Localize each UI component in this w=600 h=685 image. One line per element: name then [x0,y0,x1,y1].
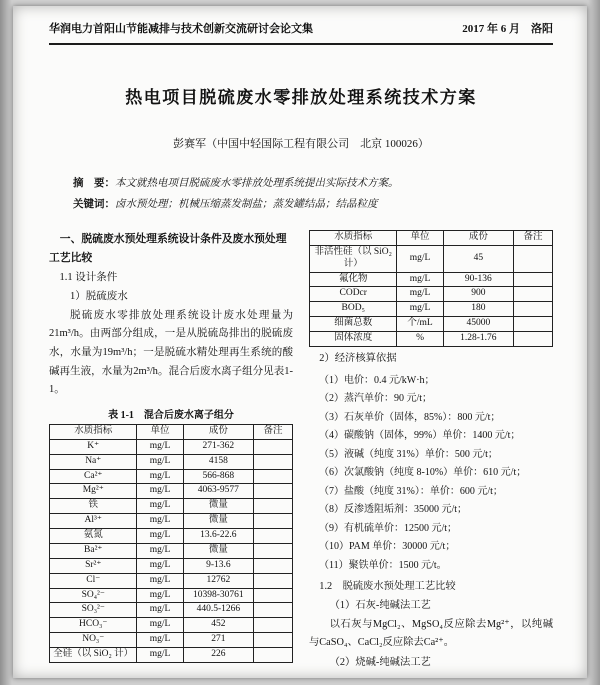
table-row [310,317,553,332]
table-cell: mg/L [397,302,443,317]
table-cell [254,454,293,469]
table-cell: 1.28-1.76 [443,332,513,347]
table-cell: 45 [443,245,513,272]
list-item: （9）有机硫单价：12500 元/t； [319,522,458,534]
table-row [50,454,293,469]
table-cell: mg/L [397,245,443,272]
table-cell: 氟化物 [310,272,397,287]
table-cell: 铁 [50,499,137,514]
table-row [50,469,293,484]
table-row [310,302,553,317]
list-item: （1）电价：0.4 元/kW·h； [319,374,435,386]
table-cell: mg/L [137,618,183,633]
table-header-row [310,230,553,245]
table-cell: 固体浓度 [310,332,397,347]
table-cell: mg/L [137,633,183,648]
table-cell: BOD₅ [310,302,397,317]
table-cell: mg/L [137,543,183,558]
table-cell: mg/L [137,588,183,603]
table-cell: mg/L [137,499,183,514]
table-cell: mg/L [397,287,443,302]
table-row [310,332,553,347]
table-cell: 10398-30761 [183,588,253,603]
body-paragraph: 脱硫废水零排放处理系统设计废水处理量为21m³/h。由两部分组成，一是从脱硫岛排出的脱硫废水，水量为19m³/h；一是脱硫水精处理再生系统的酸碱再生液，水量为2m³/h。混合后废水离子组分见表1-1。 [49,309,293,396]
table-row [50,499,293,514]
table-row [50,618,293,633]
table-cell: mg/L [137,648,183,663]
abstract-text: 本文就热电项目脱硫废水零排放处理系统提出实际技术方案。 [115,178,399,189]
table-cell: NO₃⁻ [50,633,137,648]
table-row [310,272,553,287]
table-cell: 45000 [443,317,513,332]
table-cell: 细菌总数 [310,317,397,332]
table-cell: 微量 [183,499,253,514]
list-item: （6）次氯酸钠（纯度 8-10%）单价：610 元/t； [319,467,527,479]
table-cell: Cl⁻ [50,573,137,588]
table-cell [254,529,293,544]
table-cell [514,287,553,302]
header-right-text: 2017 年 6 月 洛阳 [462,23,553,35]
table-cell: Ca²⁺ [50,469,137,484]
price-list [309,372,553,576]
process-item-1: （1）石灰-纯碱法工艺 [329,600,431,612]
table-cell: SO₃²⁻ [50,603,137,618]
table-cell: 微量 [183,543,253,558]
table-cell [254,499,293,514]
column-header: 水质指标 [310,230,397,245]
list-item: （4）碳酸钠（固体，99%）单价：1400 元/t； [319,430,521,442]
table-row [310,287,553,302]
left-column [49,230,293,672]
table-cell: mg/L [137,529,183,544]
table-cell [254,469,293,484]
process-item-2: （2）烧碱-纯碱法工艺 [329,656,431,668]
table-cell [254,439,293,454]
page-content [49,20,553,678]
table-row [50,558,293,573]
table-cell [254,543,293,558]
table-cell: 13.6-22.6 [183,529,253,544]
ion-composition-table [49,424,293,663]
table-cell [514,332,553,347]
abstract-label: 摘 要： [73,178,115,189]
table-cell: % [397,332,443,347]
subsection-item: 1）脱硫废水 [70,290,128,302]
list-item: （7）盐酸（纯度 31%）：单价：600 元/t； [319,485,503,497]
table-cell [254,633,293,648]
table-cell [254,603,293,618]
table-cell: mg/L [137,439,183,454]
table-cell [254,588,293,603]
table-cell: 271-362 [183,439,253,454]
list-item: （8）反渗透阻垢剂：35000 元/t； [319,504,468,516]
table-row [50,514,293,529]
keywords-line [73,195,539,215]
table-cell: Al³⁺ [50,514,137,529]
two-column-body [49,230,553,672]
column-header: 单位 [397,230,443,245]
list-item: （3）石灰单价（固体，85%）：800 元/t； [319,411,501,423]
paper [13,6,587,678]
table-cell: Sr²⁺ [50,558,137,573]
abstract-line [73,174,539,194]
keywords-label: 关键词： [73,198,115,210]
page-header [49,20,553,45]
column-header: 水质指标 [50,424,137,439]
table-cell [254,514,293,529]
author-line: 彭赛军（中国中轻国际工程有限公司 北京 100026） [173,138,429,150]
page-title: 热电项目脱硫废水零排放处理系统技术方案 [125,88,477,107]
table-cell: 非活性硅（以 SiO₂ 计） [310,245,397,272]
table-cell: mg/L [137,484,183,499]
table-cell [254,618,293,633]
table-cell: 9-13.6 [183,558,253,573]
table-caption: 表 1-1 混合后废水离子组分 [108,409,234,421]
table-cell: 180 [443,302,513,317]
subsection-economics: 2）经济核算依据 [319,352,397,364]
list-item: （2）蒸汽单价：90 元/t； [319,393,433,405]
list-item: （5）液碱（纯度 31%）单价：500 元/t； [319,448,498,460]
section-heading: 一、脱硫废水预处理系统设计条件及废水预处理工艺比较 [49,232,287,265]
list-item: （11）聚铁单价：1500 元/t。 [319,559,447,571]
column-header: 成份 [443,230,513,245]
table-cell: Ba²⁺ [50,543,137,558]
table-cell [254,558,293,573]
table-cell: Mg²⁺ [50,484,137,499]
column-header: 单位 [137,424,183,439]
subsection-1-2: 1.2 脱硫废水预处理工艺比较 [319,581,456,593]
table-cell [514,245,553,272]
keywords-text: 卤水预处理；机械压缩蒸发制盐；蒸发罐结晶；结晶粒度 [115,198,378,210]
header-left-text: 华润电力首阳山节能减排与技术创新交流研讨会论文集 [49,23,313,35]
table-cell [514,302,553,317]
table-cell: 4158 [183,454,253,469]
table-row [50,648,293,663]
table-cell: 440.5-1266 [183,603,253,618]
table-cell: 4063-9577 [183,484,253,499]
table-cell: 全硅（以 SiO₂ 计） [50,648,137,663]
table-cell: mg/L [137,454,183,469]
table-header-row [50,424,293,439]
subsection-1-1: 1.1 设计条件 [59,271,118,283]
table-cell: SO₄²⁻ [50,588,137,603]
table-cell [514,317,553,332]
table-row [50,439,293,454]
table-cell: mg/L [137,514,183,529]
table-row [310,245,553,272]
table-cell [514,272,553,287]
table-cell: 900 [443,287,513,302]
ion-composition-table-continued [309,230,553,347]
table-row [50,484,293,499]
list-item: （10）PAM 单价：30000 元/t； [319,541,456,553]
table-cell: 微量 [183,514,253,529]
table-cell [254,648,293,663]
table-cell: K⁺ [50,439,137,454]
table-cell [254,484,293,499]
table-cell: mg/L [137,603,183,618]
table-cell: 氨氮 [50,529,137,544]
table-row [50,573,293,588]
table-cell: 271 [183,633,253,648]
right-column [309,230,553,672]
table-cell: 个/mL [397,317,443,332]
column-header: 成份 [183,424,253,439]
table-cell: HCO₃⁻ [50,618,137,633]
table-cell [254,573,293,588]
column-header: 备注 [254,424,293,439]
table-cell: 566-868 [183,469,253,484]
column-header: 备注 [514,230,553,245]
process-paragraph: 以石灰与MgCl₂、MgSO₄反应除去Mg²⁺，以纯碱与CaSO₄、CaCl₂反应除去Ca²⁺。 [309,618,553,649]
table-cell: mg/L [397,272,443,287]
table-cell: CODcr [310,287,397,302]
table-cell: mg/L [137,573,183,588]
table-cell: Na⁺ [50,454,137,469]
table-cell: mg/L [137,469,183,484]
table-row [50,633,293,648]
table-row [50,529,293,544]
table-row [50,588,293,603]
table-cell: mg/L [137,558,183,573]
table-cell: 90-136 [443,272,513,287]
table-cell: 226 [183,648,253,663]
table-cell: 452 [183,618,253,633]
table-row [50,603,293,618]
table-cell: 12762 [183,573,253,588]
table-row [50,543,293,558]
